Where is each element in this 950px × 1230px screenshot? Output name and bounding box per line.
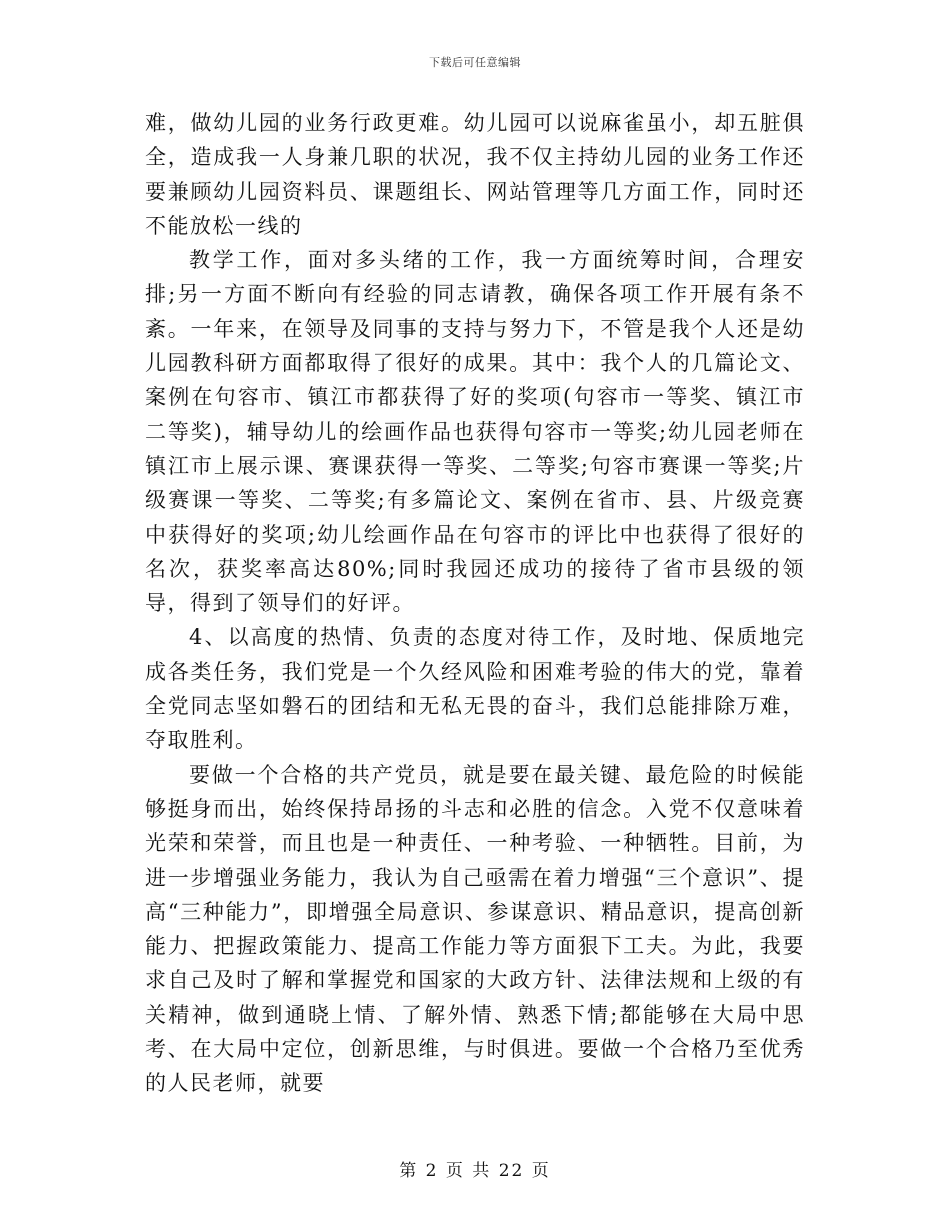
page-header: 下载后可任意编辑 bbox=[429, 56, 521, 69]
page-footer: 第 2 页 共 22 页 bbox=[399, 1161, 551, 1181]
paragraph-2: 教学工作，面对多头绪的工作，我一方面统筹时间，合理安排;另一方面不断向有经验的同志请教，确保各项工作开展有条不紊。一年来，在领导及同事的支持与努力下，不管是我个人还是幼儿园教科研方面都取得了很好的成果。其中：我个人的几篇论文、案例在句容市、镇江市都获得了好的奖项(句容市一等奖、镇江市二等奖)，辅导幼儿的绘画作品也获得句容市一等奖;幼儿园老师在镇江市上展示课、赛课获得一等奖、二等奖;句容市赛课一等奖;片级赛课一等奖、二等奖;有多篇论文、案例在省市、县、片级竞赛中获得好的奖项;幼儿绘画作品在句容市的评比中也获得了很好的名次，获奖率高达80%;同时我园还成功的接待了省市县级的领导，得到了领导们的好评。 bbox=[145, 248, 805, 616]
paragraph-3: 4、以高度的热情、负责的态度对待工作，及时地、保质地完成各类任务，我们党是一个久经风险和困难考验的伟大的党，靠着全党同志坚如磐石的团结和无私无畏的奋斗，我们总能排除万难，夺取胜利。 bbox=[145, 625, 805, 753]
paragraph-1: 难，做幼儿园的业务行政更难。幼儿园可以说麻雀虽小，却五脏俱全，造成我一人身兼几职的状况，我不仅主持幼儿园的业务工作还要兼顾幼儿园资料员、课题组长、网站管理等几方面工作，同时还不能放松一线的 bbox=[145, 111, 805, 238]
paragraph-4: 要做一个合格的共产党员，就是要在最关键、最危险的时候能够挺身而出，始终保持昂扬的斗志和必胜的信念。入党不仅意味着光荣和荣誉，而且也是一种责任、一种考验、一种牺牲。目前，为进一步增强业务能力，我认为自己亟需在着力增强“三个意识”、提高“三种能力”，即增强全局意识、参谋意识、精品意识，提高创新能力、把握政策能力、提高工作能力等方面狠下工夫。为此，我要求自己及时了解和掌握党和国家的大政方针、法律法规和上级的有关精神，做到通晓上情、了解外情、熟悉下情;都能够在大局中思考、在大局中定位，创新思维，与时俱进。要做一个合格乃至优秀的人民老师，就要 bbox=[145, 762, 805, 1096]
document-body bbox=[145, 106, 805, 1101]
